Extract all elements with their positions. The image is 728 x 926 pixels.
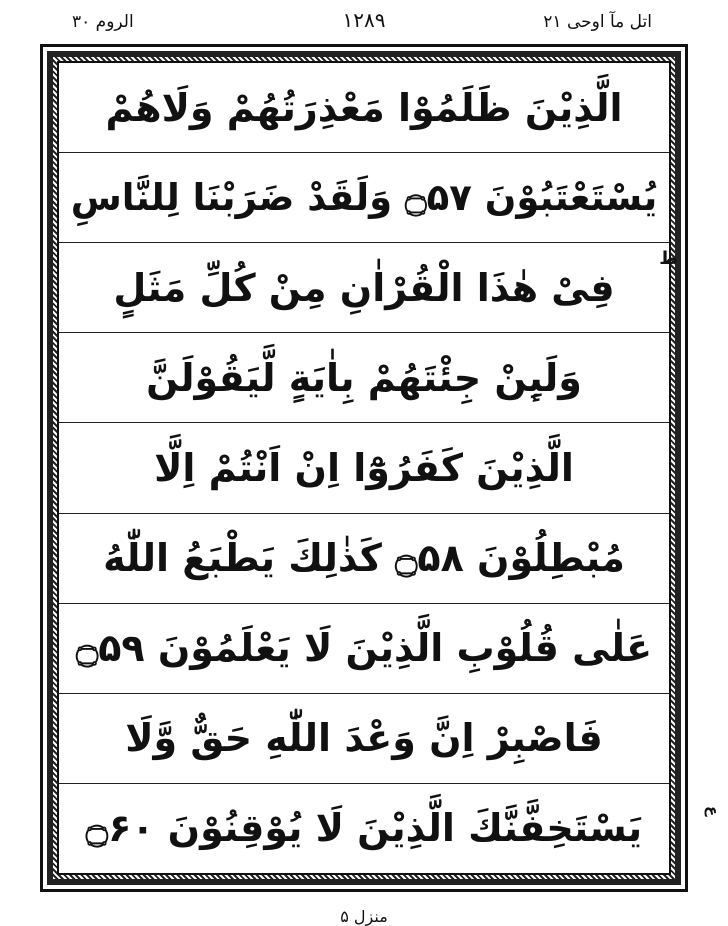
verse-line-text: الَّذِیْنَ ظَلَمُوْا مَعْذِرَتُهُمْ وَلَاهُمْ bbox=[105, 85, 623, 130]
verse-line-9 bbox=[59, 784, 669, 873]
verse-line-3 bbox=[59, 243, 669, 333]
verse-line-7 bbox=[59, 604, 669, 694]
text-area bbox=[57, 61, 671, 875]
verse-line-2 bbox=[59, 153, 669, 243]
verse-line-text: فَاصْبِرْ اِنَّ وَعْدَ اللّٰهِ حَقٌّ وَّلَا bbox=[125, 716, 603, 761]
page-frame bbox=[40, 44, 688, 892]
verse-line-text: مُبْطِلُوْنَ ۝۵۸ كَذٰلِكَ یَطْبَعُ اللّٰهُ bbox=[103, 536, 625, 581]
waqf-sign: ط bbox=[659, 248, 678, 269]
verse-line-8 bbox=[59, 694, 669, 784]
verse-lines bbox=[59, 63, 669, 873]
verse-line-text: یُسْتَعْتَبُوْنَ ۝۵۷ وَلَقَدْ ضَرَبْنَا لِلنَّاسِ bbox=[70, 176, 658, 220]
verse-line-text: الَّذِیْنَ كَفَرُوْٓا اِنْ اَنْتُمْ اِلَّا bbox=[154, 445, 574, 490]
header-surah-name: الروم ۳۰ bbox=[72, 12, 134, 32]
ruku-marker: ع bbox=[704, 806, 722, 817]
page-number: ۱۲۸۹ bbox=[342, 8, 386, 32]
verse-line-5 bbox=[59, 423, 669, 513]
verse-line-4 bbox=[59, 333, 669, 423]
verse-line-6 bbox=[59, 514, 669, 604]
verse-line-text: عَلٰى قُلُوْبِ الَّذِیْنَ لَا یَعْلَمُوْنَ ۝۵۹ bbox=[75, 626, 653, 671]
verse-line-text: وَلَىِٕنْ جِئْتَهُمْ بِاٰیَةٍ لَّیَقُوْلَنَّ bbox=[146, 355, 582, 400]
verse-line-text: فِیْ هٰذَا الْقُرْاٰنِ مِنْ كُلِّ مَثَلٍ bbox=[113, 265, 615, 310]
footer-manzil: منزل ۵ bbox=[340, 907, 388, 926]
header-para-name: اتل مآ اوحی ۲۱ bbox=[543, 12, 652, 32]
verse-line-1 bbox=[59, 63, 669, 153]
verse-line-text: یَسْتَخِفَّنَّكَ الَّذِیْنَ لَا یُوْقِنُوْنَ ۝۶۰ bbox=[85, 806, 643, 851]
